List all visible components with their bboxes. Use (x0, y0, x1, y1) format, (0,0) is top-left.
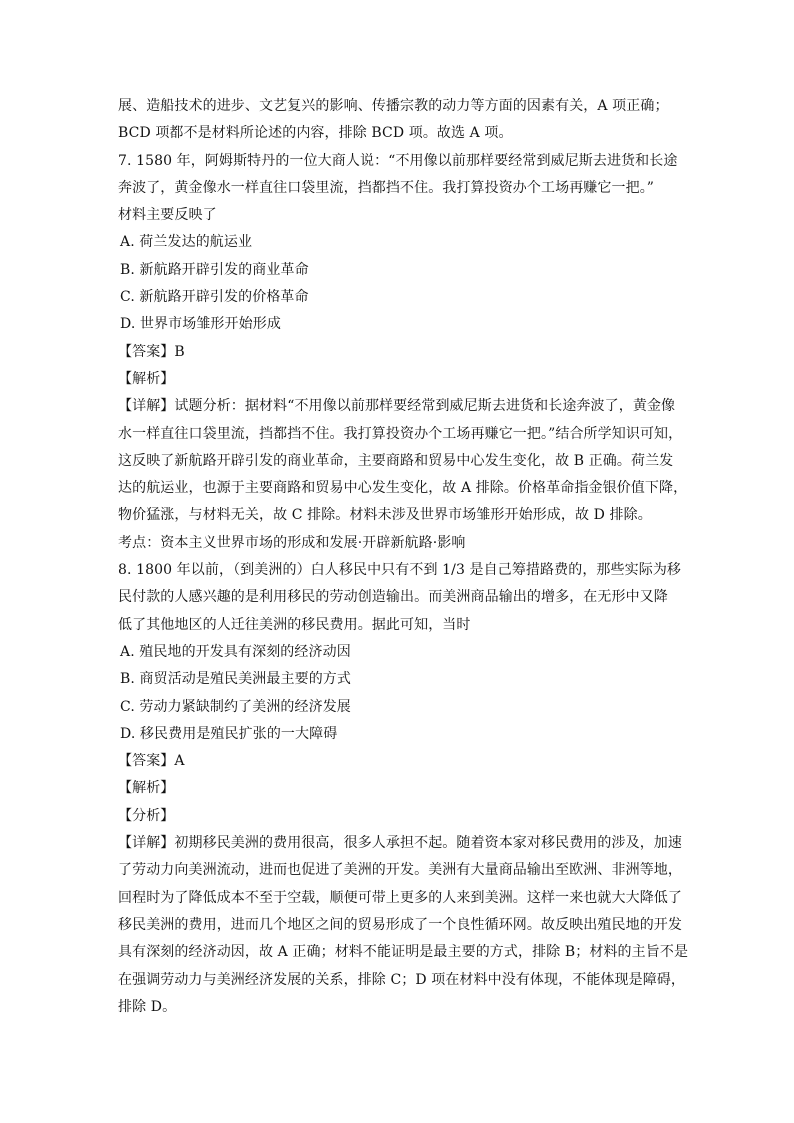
option-b: B. 新航路开辟引发的商业革命 (120, 261, 309, 278)
option-c: C. 劳动力紧缺制约了美洲的经济发展 (120, 698, 351, 715)
document-page (118, 93, 689, 1021)
text-line: 在强调劳动力与美洲经济发展的关系，排除 C；D 项在材料中没有体现，不能体现是障碍， (118, 971, 686, 988)
text-line: 考点：资本主义世界市场的形成和发展·开辟新航路·影响 (118, 534, 466, 551)
question-line: 材料主要反映了 (118, 207, 217, 224)
option-d: D. 移民费用是殖民扩张的一大障碍 (120, 725, 338, 742)
option-a: A. 荷兰发达的航运业 (120, 234, 253, 251)
text-line: 了劳动力向美洲流动，进而也促进了美洲的开发。美洲有大量商品输出至欧洲、非洲等地， (118, 862, 682, 879)
option-b: B. 商贸活动是殖民美洲最主要的方式 (120, 671, 351, 688)
text-line: 【详解】试题分析：据材料“不用像以前那样要经常到威尼斯去进货和长途奔波了，黄金像 (118, 398, 676, 415)
text-line: 这反映了新航路开辟引发的商业革命，主要商路和贸易中心发生变化，故 B 正确。荷兰发 (118, 452, 674, 469)
text-line: 【详解】初期移民美洲的费用很高，很多人承担不起。随着资本家对移民费用的涉及，加速 (118, 835, 682, 852)
text-line: 达的航运业，也源于主要商路和贸易中心发生变化，故 A 排除。价格革命指金银价值下降， (118, 480, 688, 497)
question-line: 7. 1580 年，阿姆斯特丹的一位大商人说：“不用像以前那样要经常到威尼斯去进货和长途 (118, 152, 678, 169)
analysis-label: 【分析】 (118, 807, 175, 824)
answer-label: 【答案】A (118, 753, 185, 770)
question-line: 低了其他地区的人迁往美洲的移民费用。据此可知，当时 (118, 616, 471, 633)
analysis-label: 【解析】 (118, 780, 175, 797)
answer-label: 【答案】B (118, 343, 185, 360)
question-line: 奔波了，黄金像水一样直往口袋里流，挡都挡不住。我打算投资办个工场再赚它一把。” (118, 179, 655, 196)
text-line: 移民美洲的费用，进而几个地区之间的贸易形成了一个良性循环网。故反映出殖民地的开发 (118, 916, 682, 933)
text-line: 排除 D。 (118, 998, 177, 1015)
text-line: 物价猛涨，与材料无关，故 C 排除。材料未涉及世界市场雏形开始形成，故 D 排除。 (118, 507, 652, 524)
option-c: C. 新航路开辟引发的价格革命 (120, 289, 309, 306)
option-d: D. 世界市场雏形开始形成 (120, 316, 281, 333)
text-line: 回程时为了降低成本不至于空载，顺便可带上更多的人来到美洲。这样一来也就大大降低了 (118, 889, 682, 906)
question-line: 民付款的人感兴趣的是利用移民的劳动创造输出。而美洲商品输出的增多，在无形中又降 (118, 589, 668, 606)
text-line: 具有深刻的经济动因，故 A 正确；材料不能证明是最主要的方式，排除 B；材料的主旨不是 (118, 944, 689, 961)
text-line: BCD 项都不是材料所论述的内容，排除 BCD 项。故选 A 项。 (118, 125, 513, 142)
text-line: 展、造船技术的进步、文艺复兴的影响、传播宗教的动力等方面的因素有关，A 项正确； (118, 98, 669, 114)
option-a: A. 殖民地的开发具有深刻的经济动因 (120, 643, 351, 660)
analysis-label: 【解析】 (118, 370, 175, 387)
text-line: 水一样直往口袋里流，挡都挡不住。我打算投资办个工场再赚它一把。”结合所学知识可知， (118, 425, 683, 442)
question-line: 8. 1800 年以前，（到美洲的）白人移民中只有不到 1/3 是自己筹措路费的，那些实际为移 (118, 562, 682, 579)
